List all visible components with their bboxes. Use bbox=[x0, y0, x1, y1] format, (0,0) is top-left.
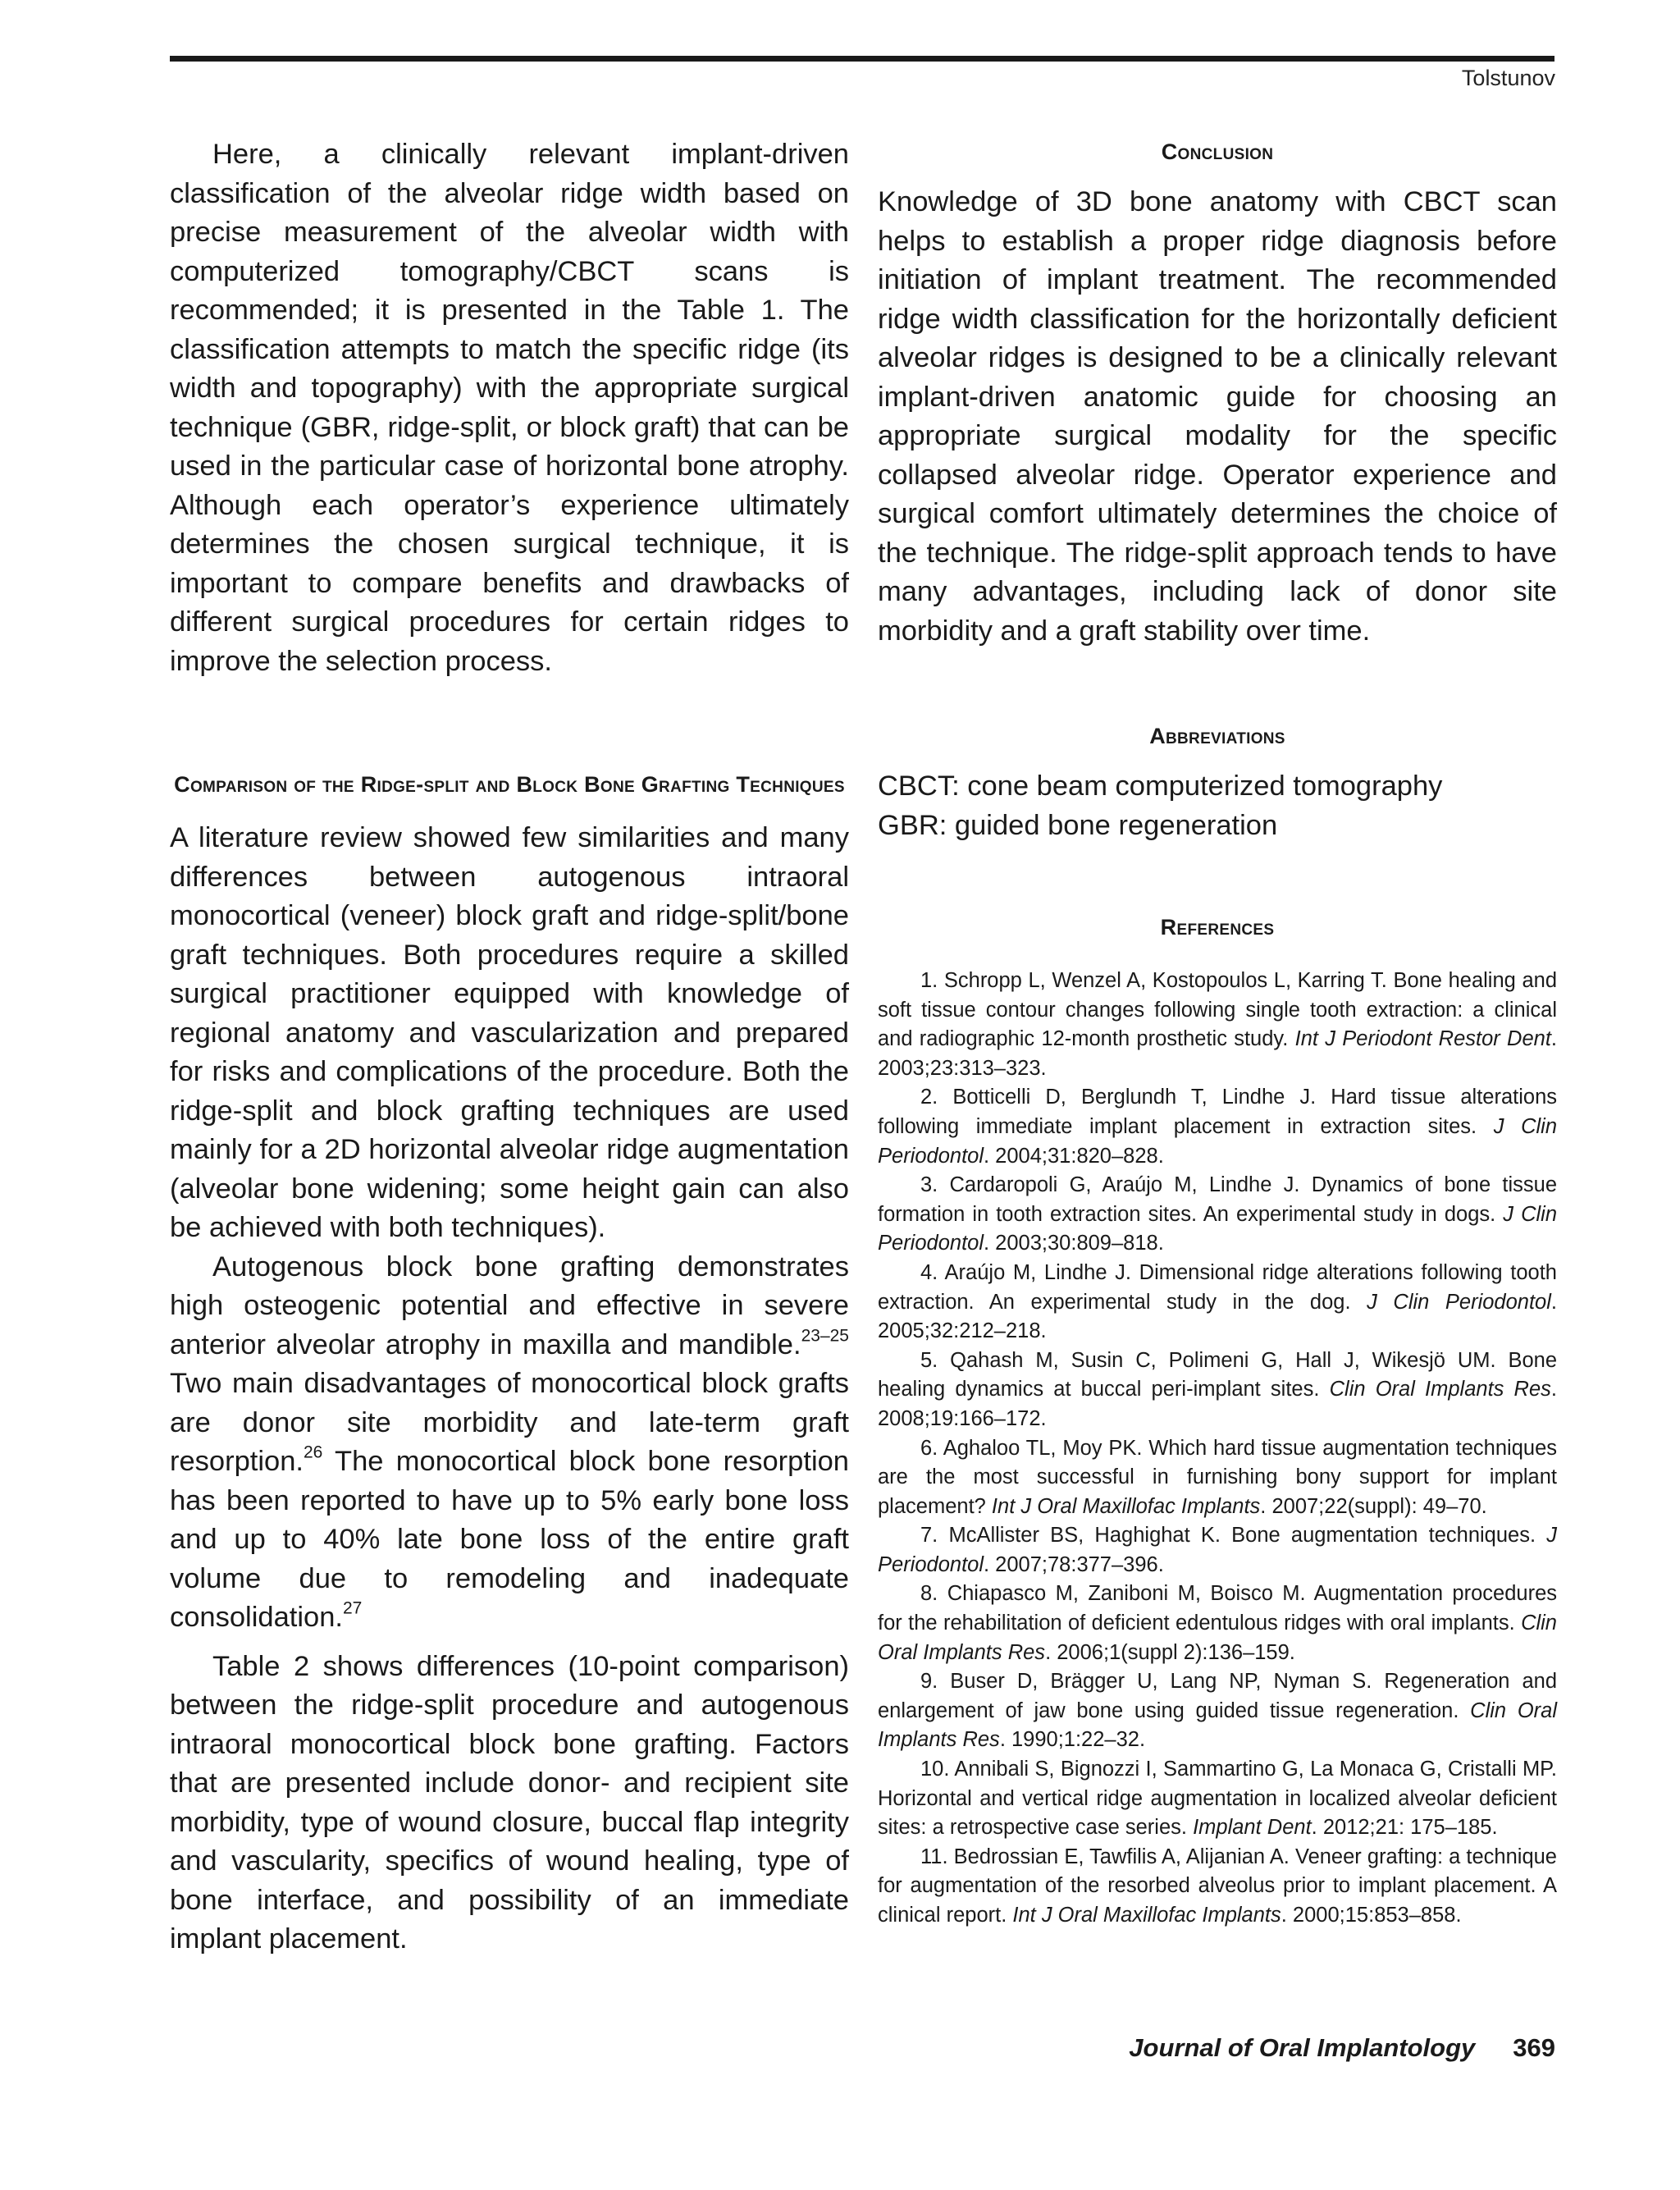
reference-volume-pages: . 2006;1(suppl 2):136–159. bbox=[1045, 1640, 1295, 1664]
reference-item bbox=[878, 1259, 1557, 1346]
reference-authors-title: 6. Aghaloo TL, Moy PK. Which hard tissue augmentation techniques are the most successful in furnishing bony support for implant placement? bbox=[878, 1436, 1557, 1518]
intro-paragraph: Here, a clinically relevant implant-driven classification of the alveolar ridge width based on precise measurement of the alveolar width with computerized tomography/CBCT scans is recommended; it is presented in the Table 1. The classification attempts to match the specific ridge (its width and topography) with the appropriate surgical technique (GBR, ridge-split, or block graft) that can be used in the particular case of horizontal bone atrophy. Although each operator’s experience ultimately determines the chosen surgical technique, it is important to compare benefits and drawbacks of different surgical procedures for certain ridges to improve the selection process. bbox=[170, 139, 849, 677]
reference-journal: Implant Dent bbox=[1193, 1816, 1312, 1840]
reference-journal: Int J Oral Maxillofac Implants bbox=[1012, 1904, 1281, 1927]
reference-authors-title: 8. Chiapasco M, Zaniboni M, Boisco M. Augmentation procedures for the rehabilitation of deficient edentulous ridges with oral implants. bbox=[878, 1582, 1557, 1635]
reference-journal: Clin Oral Implants Res bbox=[1329, 1378, 1551, 1401]
reference-item bbox=[878, 1755, 1557, 1843]
conclusion-paragraph: Knowledge of 3D bone anatomy with CBCT scan helps to establish a proper ridge diagnosis before initiation of implant treatment. The recommended ridge width classification for the horizontally deficient alveolar ridges is designed to be a clinically relevant implant-driven anatomic guide for choosing an appropriate surgical modality for the specific collapsed alveolar ridge. Operator experience and surgical comfort ultimately determines the choice of the technique. The ridge-split approach tends to have many advantages, including lack of donor site morbidity and a graft stability over time. bbox=[878, 186, 1557, 647]
reference-item bbox=[878, 1346, 1557, 1434]
reference-authors-title: 4. Araújo M, Lindhe J. Dimensional ridge alterations following tooth extraction. An experimental study in the dog. bbox=[878, 1260, 1557, 1314]
abbreviations-heading: Abbreviations bbox=[1149, 724, 1285, 748]
abbreviation-cbct: CBCT: cone beam computerized tomography bbox=[878, 770, 1443, 802]
reference-journal: J Clin Periodontol bbox=[878, 1202, 1557, 1255]
reference-authors-title: 11. Bedrossian E, Tawfilis A, Alijanian A. Veneer grafting: a technique for augmentation of the resorbed alveolus prior to implant placement. A clinical report. bbox=[878, 1845, 1557, 1927]
citation-23-25: 23–25 bbox=[801, 1325, 849, 1345]
reference-journal: Clin Oral Implants Res bbox=[878, 1699, 1557, 1752]
reference-journal: J Clin Periodontol bbox=[1367, 1290, 1551, 1314]
para2-text-1: Autogenous block bone grafting demonstrates high osteogenic potential and effective in severe anterior alveolar atrophy in maxilla and mandible. bbox=[170, 1250, 849, 1360]
reference-authors-title: 9. Buser D, Brägger U, Lang NP, Nyman S. Regeneration and enlargement of jaw bone using guided tissue regeneration. bbox=[878, 1670, 1557, 1722]
reference-volume-pages: . 2012;21: 175–185. bbox=[1311, 1816, 1498, 1840]
citation-26: 26 bbox=[304, 1442, 323, 1462]
reference-volume-pages: . 2007;78:377–396. bbox=[984, 1552, 1164, 1576]
comparison-paragraph-3: Table 2 shows differences (10-point comparison) between the ridge-split procedure and autogenous intraoral monocortical block bone grafting. Factors that are presented include donor- and recipient site morbidity, type of wound closure, buccal flap integrity and vascularity, specifics of wound healing, type of bone interface, and possibility of an immediate implant placement. bbox=[170, 1650, 849, 1955]
reference-volume-pages: . 2003;23:313–323. bbox=[878, 1027, 1557, 1080]
page-number: 369 bbox=[1513, 2033, 1555, 2062]
conclusion-heading: Conclusion bbox=[1161, 139, 1274, 164]
reference-journal: Clin Oral Implants Res bbox=[878, 1612, 1557, 1664]
comparison-paragraph-2 bbox=[170, 1248, 849, 1638]
reference-authors-title: 1. Schropp L, Wenzel A, Kostopoulos L, Karring T. Bone healing and soft tissue contour changes following single tooth extraction: a clinical and radiographic 12-month prosthetic study. bbox=[878, 969, 1557, 1051]
journal-title: Journal of Oral Implantology bbox=[1129, 2033, 1476, 2062]
reference-authors-title: 5. Qahash M, Susin C, Polimeni G, Hall J, Wikesjö UM. Bone healing dynamics at buccal peri-implant sites. bbox=[878, 1348, 1557, 1401]
reference-volume-pages: . 2004;31:820–828. bbox=[984, 1144, 1164, 1168]
reference-volume-pages: . 2000;15:853–858. bbox=[1281, 1904, 1462, 1927]
reference-authors-title: 2. Botticelli D, Berglundh T, Lindhe J. Hard tissue alterations following immediate implant placement in extraction sites. bbox=[878, 1086, 1557, 1138]
reference-item bbox=[878, 967, 1557, 1083]
comparison-heading: Comparison of the Ridge-split and Block Bone Grafting Techniques bbox=[174, 772, 845, 797]
reference-volume-pages: . 2007;22(suppl): 49–70. bbox=[1260, 1494, 1487, 1518]
reference-item bbox=[878, 1667, 1557, 1755]
header-rule bbox=[170, 56, 1554, 62]
reference-volume-pages: . 2003;30:809–818. bbox=[984, 1232, 1164, 1255]
reference-item bbox=[878, 1580, 1557, 1667]
reference-journal: J Clin Periodontol bbox=[878, 1114, 1557, 1168]
running-head: Tolstunov bbox=[1461, 66, 1555, 90]
reference-journal: Int J Oral Maxillofac Implants bbox=[991, 1494, 1261, 1518]
reference-item bbox=[878, 1434, 1557, 1522]
reference-journal: J Periodontol bbox=[878, 1524, 1557, 1576]
citation-27: 27 bbox=[342, 1598, 363, 1618]
reference-item bbox=[878, 1843, 1557, 1931]
comparison-paragraph-1: A literature review showed few similarities and many differences between autogenous intraoral monocortical (veneer) block graft and ridge-split/bone graft techniques. Both procedures require a skilled surgical practitioner equipped with knowledge of regional anatomy and vascularization and prepared for risks and complications of the procedure. Both the ridge-split and block grafting techniques are used mainly for a 2D horizontal alveolar ridge augmentation (alveolar bone widening; some height gain can also be achieved with both techniques). bbox=[170, 822, 849, 1243]
reference-authors-title: 7. McAllister BS, Haghighat K. Bone augmentation techniques. bbox=[920, 1524, 1547, 1548]
reference-journal: Int J Periodont Restor Dent bbox=[1294, 1027, 1551, 1051]
reference-volume-pages: . 2008;19:166–172. bbox=[878, 1378, 1557, 1430]
reference-volume-pages: . 1990;1:22–32. bbox=[999, 1728, 1146, 1752]
reference-authors-title: 3. Cardaropoli G, Araújo M, Lindhe J. Dynamics of bone tissue formation in tooth extraction sites. An experimental study in dogs. bbox=[878, 1173, 1557, 1226]
reference-item bbox=[878, 1083, 1557, 1171]
references-heading: References bbox=[1160, 915, 1275, 940]
right-column bbox=[878, 135, 1557, 1931]
reference-authors-title: 10. Annibali S, Bignozzi I, Sammartino G, La Monaca G, Cristalli MP. Horizontal and vertical ridge augmentation in localized alveolar deficient sites: a retrospective case series. bbox=[878, 1758, 1557, 1840]
left-column bbox=[170, 135, 849, 1959]
reference-item bbox=[878, 1521, 1557, 1580]
reference-item bbox=[878, 1171, 1557, 1259]
para2-text-2: Two main disadvantages of monocortical block grafts are donor site morbidity and late-term graft resorption. bbox=[170, 1368, 849, 1477]
reference-list bbox=[878, 967, 1557, 1931]
abbreviation-gbr: GBR: guided bone regeneration bbox=[878, 809, 1278, 841]
para2-text-3: The monocortical block bone resorption has been reported to have up to 5% early bone loss and up to 40% late bone loss of the entire graft volume due to remodeling and inadequate consolidation. bbox=[170, 1446, 849, 1633]
page-footer bbox=[1129, 2033, 1555, 2063]
reference-volume-pages: . 2005;32:212–218. bbox=[878, 1290, 1557, 1343]
